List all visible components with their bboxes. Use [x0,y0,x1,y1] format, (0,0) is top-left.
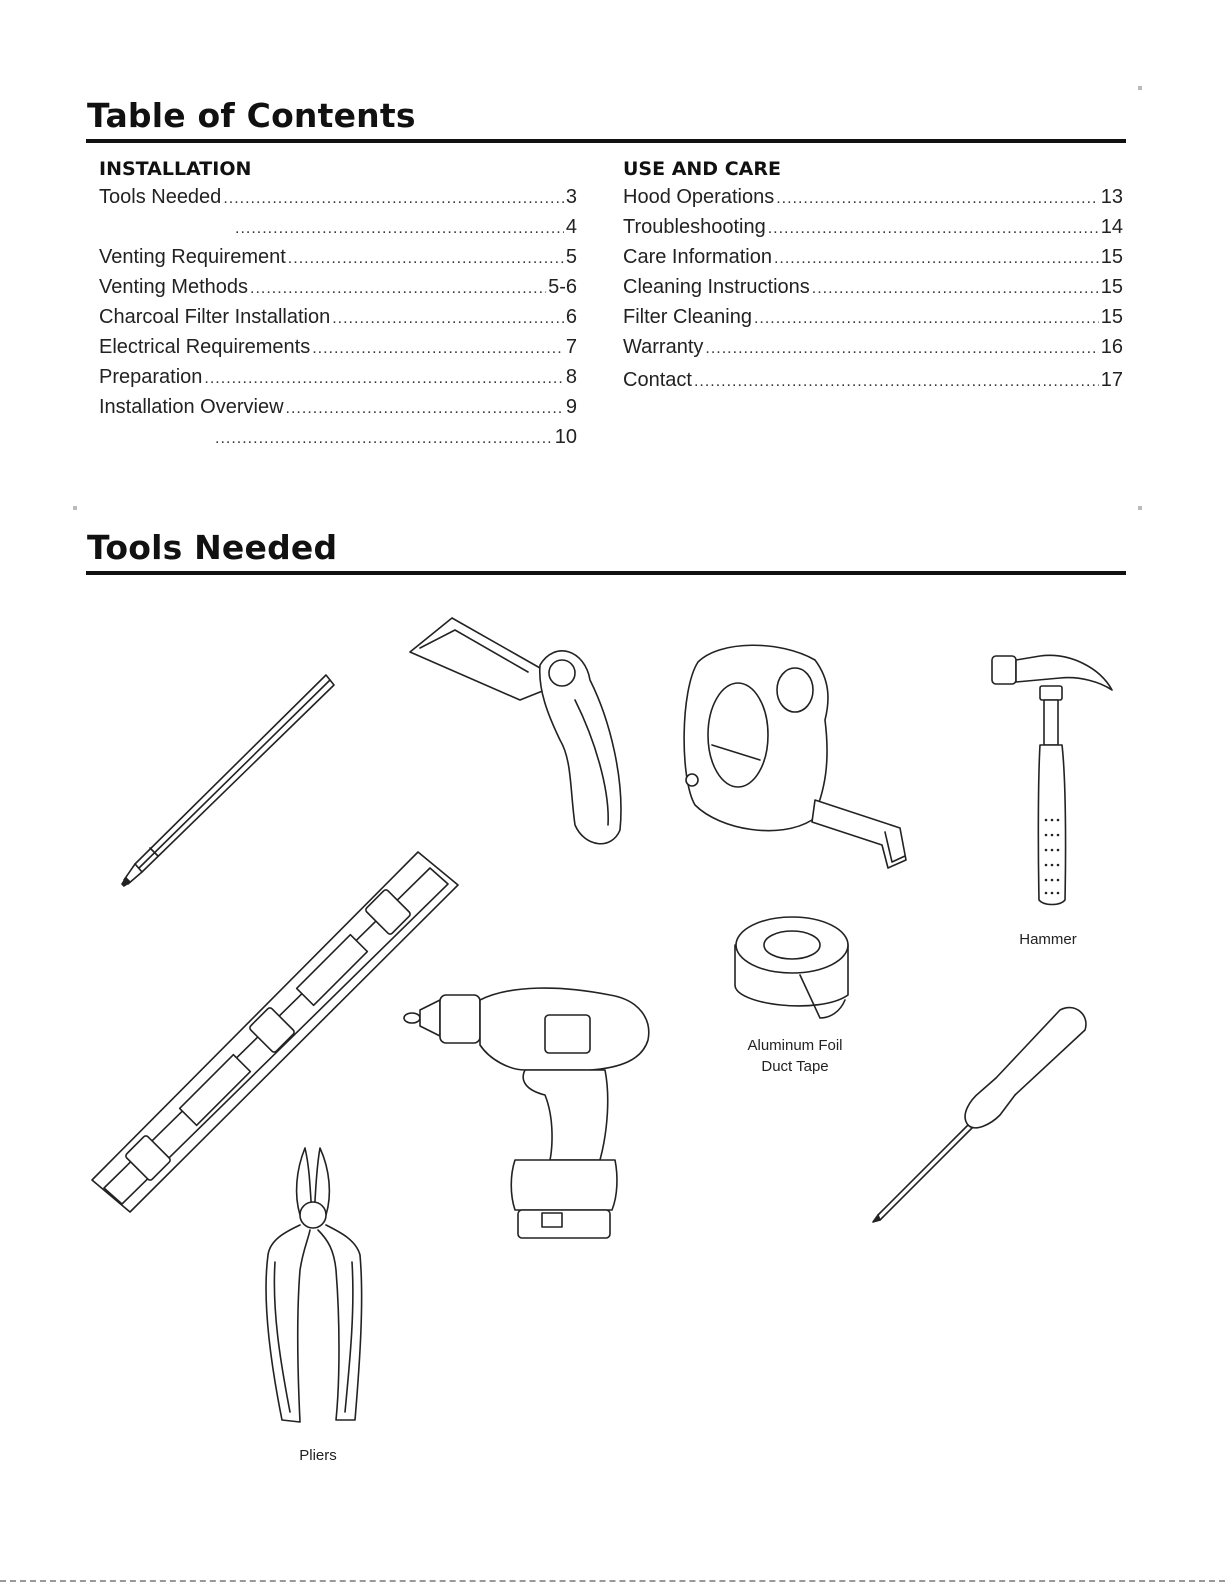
toc-entry[interactable]: ..... 10 [99,423,577,453]
toc-entry[interactable]: Preparation ..... 8 [99,363,577,393]
duct-tape-caption-line-2: Duct Tape [761,1058,829,1075]
registration-mark [1138,506,1142,510]
hammer-icon [992,655,1112,904]
utility-knife-icon [410,618,621,844]
screwdriver-icon [873,1008,1086,1222]
registration-mark [73,506,77,510]
toc-entry[interactable]: Troubleshooting ..... 14 [623,213,1123,243]
toc-rule [86,139,1126,143]
tools-title: Tools Needed [87,528,338,567]
toc-entry[interactable]: Venting Methods ..... 5-6 [99,273,577,303]
pencil-icon [122,675,334,886]
toc-installation-heading: INSTALLATION [99,158,252,180]
toc-entry[interactable]: Charcoal Filter Installation ..... 6 [99,303,577,333]
duct-tape-caption-line-1: Aluminum Foil [747,1037,843,1054]
toc-title: Table of Contents [87,96,416,135]
toc-entry[interactable]: Filter Cleaning ..... 15 [623,303,1123,333]
level-icon [92,852,458,1212]
toc-entry[interactable]: ..... 4 [99,213,577,243]
toc-use-care-column [623,158,1123,396]
page-edge-marker [0,1580,1225,1582]
drill-icon [404,988,649,1238]
toc-entry[interactable]: Cleaning Instructions ..... 15 [623,273,1123,303]
toc-entry[interactable]: Installation Overview ..... 9 [99,393,577,423]
pliers-caption: Pliers [299,1447,337,1464]
registration-mark [1138,86,1142,90]
toc-use-care-heading: USE AND CARE [623,158,781,180]
hammer-caption: Hammer [1019,931,1077,948]
toc-entry[interactable]: Venting Requirement ..... 5 [99,243,577,273]
toc-entry[interactable]: Warranty ..... 16 [623,333,1123,363]
pliers-icon [266,1148,362,1422]
toc-entry[interactable]: Hood Operations ..... 13 [623,183,1123,213]
toc-entry[interactable]: Tools Needed ..... 3 [99,183,577,213]
tools-illustration [0,590,1225,1480]
tape-measure-icon [684,645,906,868]
toc-entry[interactable]: Contact ..... 17 [623,366,1123,396]
toc-entry[interactable]: Electrical Requirements ..... 7 [99,333,577,363]
tools-rule [86,571,1126,575]
toc-entry[interactable]: Care Information ..... 15 [623,243,1123,273]
duct-tape-icon [735,917,848,1018]
toc-installation-column [99,158,577,453]
